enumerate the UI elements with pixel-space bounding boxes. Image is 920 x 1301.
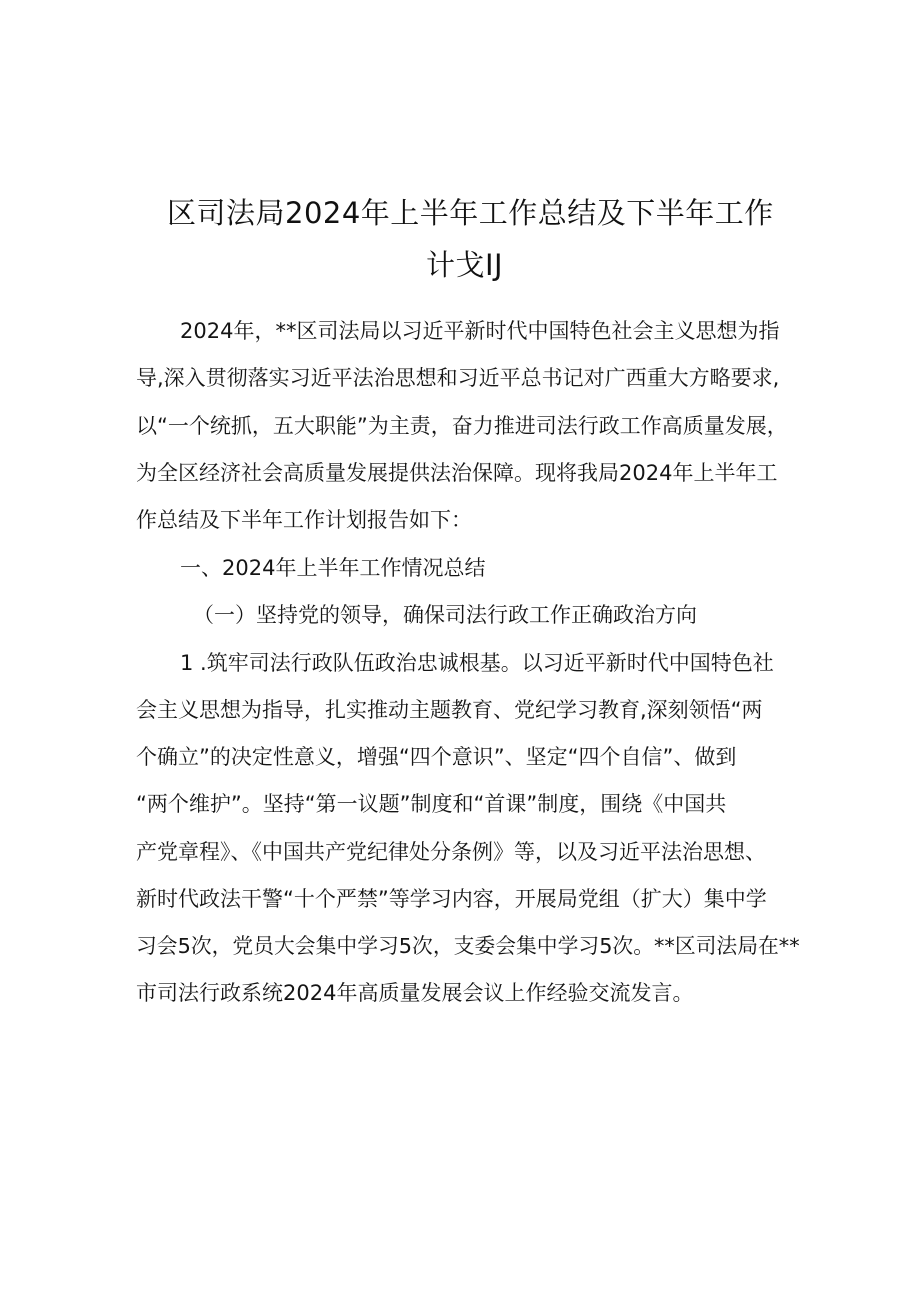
- document-title-line-1: 区司法局2024年上半年工作总结及下半年工作: [167, 196, 774, 230]
- item1-line-7: 习会5次，党员大会集中学习5次，支委会集中学习5次。**区司法局在**: [136, 934, 800, 958]
- intro-line-2: 导,深入贯彻落实习近平法治思想和习近平总书记对广西重大方略要求,: [136, 366, 780, 390]
- intro-line-3: 以“一个统抓，五大职能”为主责，奋力推进司法行政工作高质量发展，: [136, 414, 788, 438]
- item1-line-8: 市司法行政系统2024年高质量发展会议上作经验交流发言。: [136, 981, 694, 1005]
- item1-line-3: 个确立”的决定性意义，增强“四个意识”、坚定“四个自信”、做到: [136, 745, 737, 769]
- intro-line-5: 作总结及下半年工作计划报告如下：: [136, 508, 472, 532]
- intro-line-1: 2024年，**区司法局以习近平新时代中国特色社会主义思想为指: [180, 319, 780, 343]
- intro-line-4: 为全区经济社会高质量发展提供法治保障。现将我局2024年上半年工: [136, 461, 778, 485]
- item1-line-4: “两个维护”。坚持“第一议题”制度和“首课”制度，围绕《中国共: [136, 792, 727, 816]
- section-heading: 一、2024年上半年工作情况总结: [180, 556, 486, 580]
- item1-line-2: 会主义思想为指导，扎实推动主题教育、党纪学习教育,深刻领悟“两: [136, 698, 763, 722]
- document-title-line-2: 计戈IJ: [426, 248, 504, 282]
- item1-line-1: 1 .筑牢司法行政队伍政治忠诚根基。以习近平新时代中国特色社: [180, 651, 774, 675]
- item1-line-6: 新时代政法干警“十个严禁”等学习内容，开展局党组（扩大）集中学: [136, 887, 767, 911]
- item1-line-5: 产党章程》、《中国共产党纪律处分条例》等，以及习近平法治思想、: [136, 840, 766, 864]
- subsection-heading: （一）坚持党的领导，确保司法行政工作正确政治方向: [193, 603, 697, 627]
